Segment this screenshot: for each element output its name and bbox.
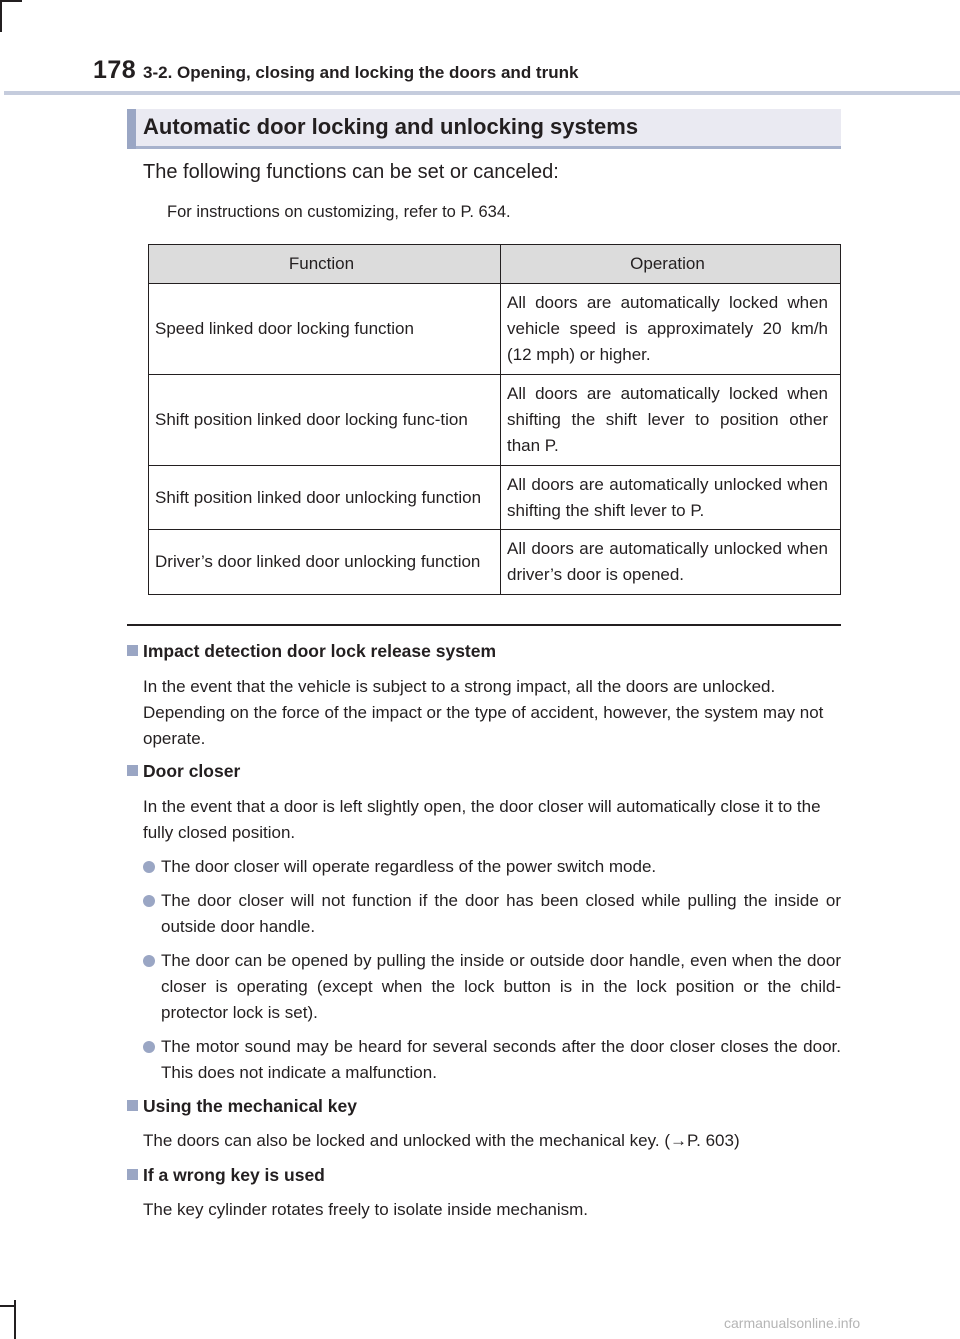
section-divider bbox=[127, 624, 841, 626]
list-item bbox=[143, 948, 841, 1026]
table-cell-function: Driver’s door linked door unlocking function bbox=[149, 530, 501, 595]
page-header bbox=[0, 0, 960, 100]
table-cell-operation: All doors are automatically unlocked when shifting the shift lever to P. bbox=[501, 466, 841, 530]
square-bullet-icon bbox=[127, 645, 138, 656]
crop-mark bbox=[14, 1300, 16, 1339]
table-cell-operation: All doors are automatically unlocked when driver’s door is opened. bbox=[501, 530, 841, 595]
page-number: 178 bbox=[93, 56, 137, 84]
circle-bullet-icon bbox=[143, 1041, 155, 1053]
square-bullet-icon bbox=[127, 1169, 138, 1180]
list-item-text: The door closer will operate regardless of the power switch mode. bbox=[161, 857, 657, 876]
mechanical-key-text: The doors can also be locked and unlocked with the mechanical key. (→P. 603) bbox=[143, 1131, 740, 1150]
square-bullet-icon bbox=[127, 1100, 138, 1111]
circle-bullet-icon bbox=[143, 955, 155, 967]
wrong-key-text: The key cylinder rotates freely to isolate inside mechanism. bbox=[143, 1200, 589, 1219]
list-item-text: The door can be opened by pulling the inside or outside door handle, even when the door closer is operating (except when the lock button is in the lock position or the child-protector lock is set). bbox=[161, 951, 841, 1022]
table-cell-operation: All doors are automatically locked when vehicle speed is approximately 20 km/h (12 mph) or higher. bbox=[501, 284, 841, 375]
list-item-text: The door closer will not function if the door has been closed while pulling the inside or outside door handle. bbox=[161, 891, 841, 936]
circle-bullet-icon bbox=[143, 895, 155, 907]
table-row bbox=[149, 466, 841, 530]
list-item bbox=[143, 854, 841, 880]
square-bullet-icon bbox=[127, 765, 138, 776]
table-row bbox=[149, 375, 841, 466]
wrong-key-heading-text: If a wrong key is used bbox=[143, 1165, 325, 1185]
impact-heading-text: Impact detection door lock release system bbox=[143, 641, 497, 661]
crop-mark bbox=[0, 1305, 14, 1307]
table-cell-function: Shift position linked door locking func-tion bbox=[149, 375, 501, 466]
circle-bullet-icon bbox=[143, 861, 155, 873]
closer-text: In the event that a door is left slightly open, the door closer will automatically close it to the fully closed position. bbox=[143, 797, 821, 842]
table-cell-function: Shift position linked door unlocking function bbox=[149, 466, 501, 530]
table-cell-function: Speed linked door locking function bbox=[149, 284, 501, 375]
mechanical-key-heading bbox=[127, 1096, 357, 1117]
functions-table bbox=[148, 244, 841, 595]
table-header-operation: Operation bbox=[501, 245, 841, 284]
closer-heading-text: Door closer bbox=[143, 761, 241, 781]
section-title: Automatic door locking and unlocking systems bbox=[143, 114, 639, 139]
table-header-row bbox=[149, 245, 841, 284]
mechanical-key-heading-text: Using the mechanical key bbox=[143, 1096, 357, 1116]
wrong-key-heading bbox=[127, 1165, 325, 1186]
chapter-title: 3-2. Opening, closing and locking the doors and trunk bbox=[143, 63, 579, 82]
section-banner bbox=[127, 109, 841, 149]
customize-note: For instructions on customizing, refer to P. 634. bbox=[167, 203, 511, 221]
watermark: carmanualsonline.info bbox=[724, 1315, 861, 1331]
impact-heading bbox=[127, 641, 496, 662]
list-item bbox=[143, 1034, 841, 1086]
closer-heading bbox=[127, 761, 240, 782]
list-item-text: The motor sound may be heard for several seconds after the door closer closes the door. This does not indicate a malfunction. bbox=[161, 1037, 841, 1082]
table-row bbox=[149, 284, 841, 375]
impact-text: In the event that the vehicle is subject to a strong impact, all the doors are unlocked. Depending on the force of the impact or the type of accident, however, the system may not operate. bbox=[143, 677, 824, 748]
table-row bbox=[149, 530, 841, 595]
table-cell-operation: All doors are automatically locked when shifting the shift lever to position other than P. bbox=[501, 375, 841, 466]
section-banner-accent bbox=[127, 109, 136, 149]
list-item bbox=[143, 888, 841, 940]
header-rule bbox=[4, 91, 960, 95]
table-header-function: Function bbox=[149, 245, 501, 284]
intro-text: The following functions can be set or canceled: bbox=[143, 161, 559, 183]
